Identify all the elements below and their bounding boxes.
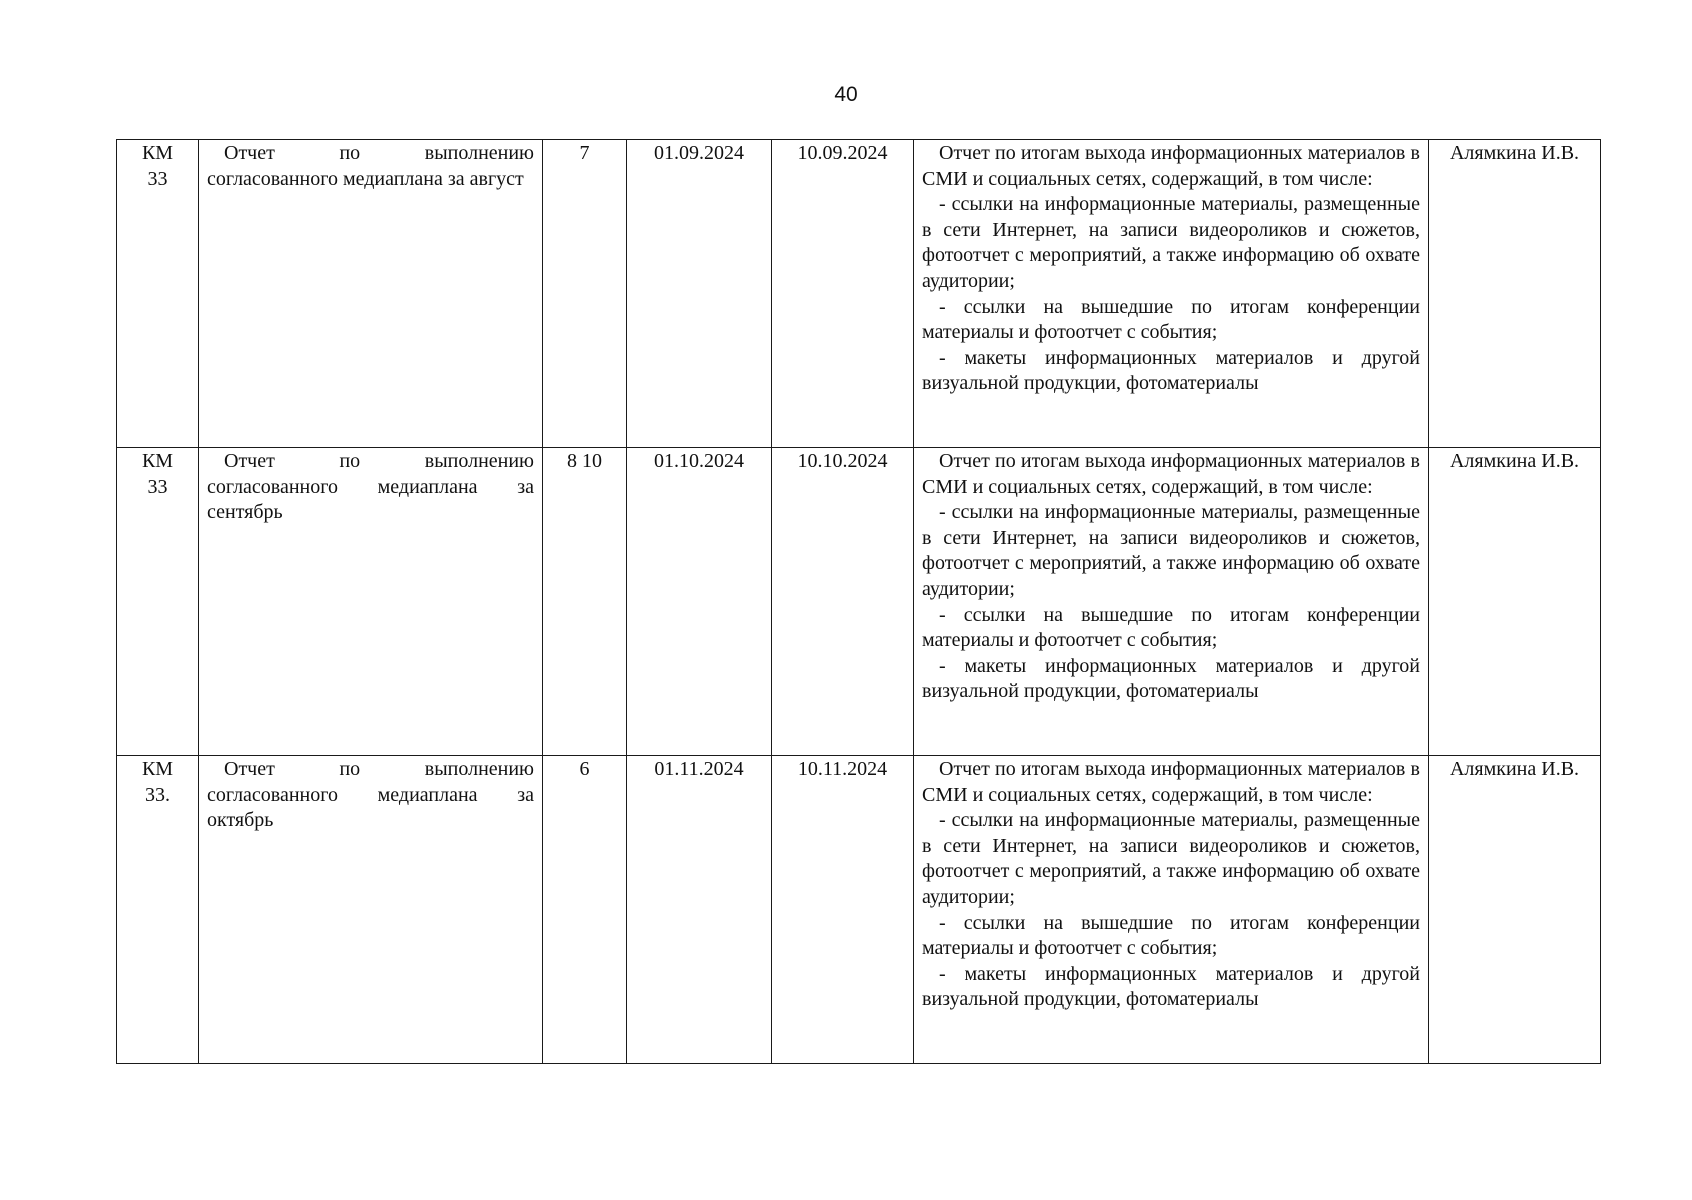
desc-item: - ссылки на вышедшие по итогам конференции материалы и фотоотчет с события; — [922, 603, 1420, 652]
control-point-code — [117, 448, 199, 756]
desc-item: - ссылки на информационные материалы, размещенные в сети Интернет, на записи видеороликов и сюжетов, фотоотчет с мероприятий, а также информацию об охвате аудитории; — [922, 193, 1420, 292]
responsible-person: Алямкина И.В. — [1429, 756, 1601, 1064]
code-number: 33 — [147, 167, 168, 190]
code-prefix: КМ — [141, 142, 174, 164]
page-number: 40 — [834, 83, 858, 106]
code-number: 33 — [147, 475, 168, 498]
report-name-first-line: Отчет по выполнению — [224, 450, 534, 472]
code-prefix: КМ — [141, 450, 174, 472]
report-name — [199, 448, 543, 756]
count-value: 7 — [543, 140, 627, 448]
desc-item: - ссылки на вышедшие по итогам конференции материалы и фотоотчет с события; — [922, 295, 1420, 344]
report-name — [199, 140, 543, 448]
result-description — [914, 756, 1429, 1064]
report-name-rest: согласованного медиаплана за октябрь — [207, 783, 534, 832]
table-row — [117, 448, 1601, 756]
desc-intro: Отчет по итогам выхода информационных материалов в СМИ и социальных сетях, содержащий, в том числе: — [922, 758, 1420, 806]
responsible-person: Алямкина И.В. — [1429, 140, 1601, 448]
end-date: 10.10.2024 — [772, 448, 914, 756]
report-name — [199, 756, 543, 1064]
desc-item: - макеты информационных материалов и другой визуальной продукции, фотоматериалы — [922, 346, 1420, 395]
desc-item: - макеты информационных материалов и другой визуальной продукции, фотоматериалы — [922, 654, 1420, 703]
desc-item: - ссылки на вышедшие по итогам конференции материалы и фотоотчет с события; — [922, 911, 1420, 960]
control-point-code — [117, 756, 199, 1064]
desc-item: - ссылки на информационные материалы, размещенные в сети Интернет, на записи видеороликов и сюжетов, фотоотчет с мероприятий, а также информацию об охвате аудитории; — [922, 501, 1420, 600]
table-row — [117, 140, 1601, 448]
start-date: 01.09.2024 — [627, 140, 772, 448]
code-number: 33. — [145, 783, 170, 806]
end-date: 10.11.2024 — [772, 756, 914, 1064]
control-point-code — [117, 140, 199, 448]
desc-intro: Отчет по итогам выхода информационных материалов в СМИ и социальных сетях, содержащий, в том числе: — [922, 142, 1420, 190]
report-name-first-line: Отчет по выполнению — [224, 758, 534, 780]
responsible-person: Алямкина И.В. — [1429, 448, 1601, 756]
count-value: 8 10 — [543, 448, 627, 756]
desc-item: - макеты информационных материалов и другой визуальной продукции, фотоматериалы — [922, 962, 1420, 1011]
end-date: 10.09.2024 — [772, 140, 914, 448]
count-value: 6 — [543, 756, 627, 1064]
desc-item: - ссылки на информационные материалы, размещенные в сети Интернет, на записи видеороликов и сюжетов, фотоотчет с мероприятий, а также информацию об охвате аудитории; — [922, 809, 1420, 908]
start-date: 01.11.2024 — [627, 756, 772, 1064]
report-name-rest: согласованного медиаплана за сентябрь — [207, 475, 534, 524]
media-plan-table — [116, 139, 1601, 1064]
code-prefix: КМ — [141, 758, 174, 780]
start-date: 01.10.2024 — [627, 448, 772, 756]
result-description — [914, 448, 1429, 756]
report-name-rest: согласованного медиаплана за август — [207, 167, 524, 190]
report-name-first-line: Отчет по выполнению — [224, 142, 534, 164]
result-description — [914, 140, 1429, 448]
table-row — [117, 756, 1601, 1064]
desc-intro: Отчет по итогам выхода информационных материалов в СМИ и социальных сетях, содержащий, в том числе: — [922, 450, 1420, 498]
